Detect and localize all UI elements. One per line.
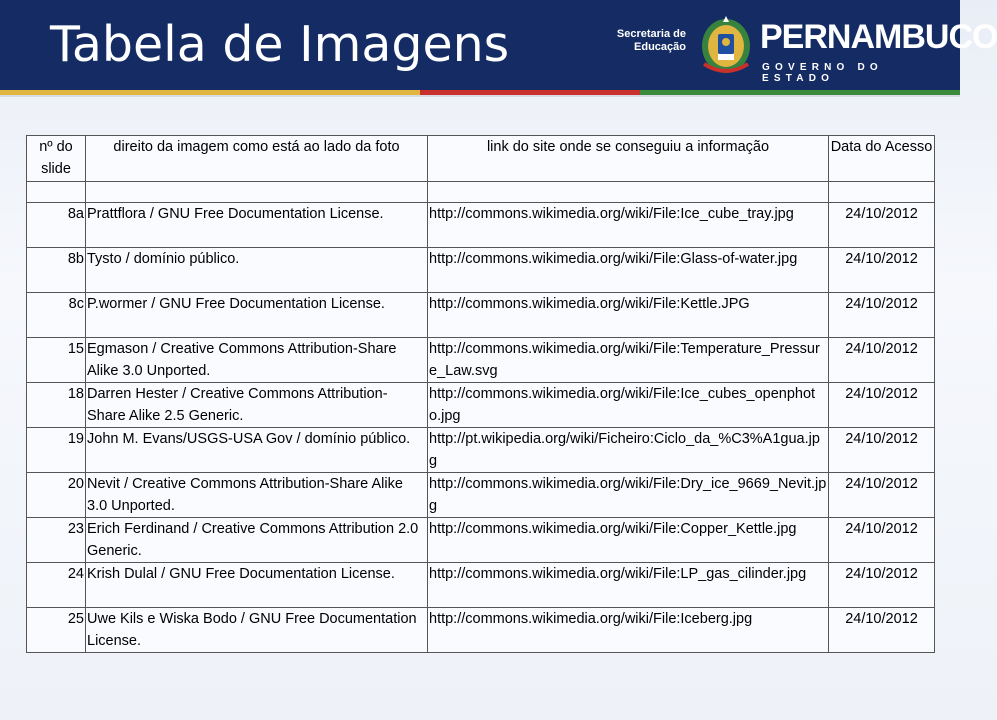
slide-number-cell: 8b: [27, 248, 86, 293]
source-link-cell[interactable]: http://commons.wikimedia.org/wiki/File:Ice_cubes_openphoto.jpg: [428, 383, 829, 428]
image-credit-cell: Nevit / Creative Commons Attribution-Share Alike 3.0 Unported.: [86, 473, 428, 518]
source-link-cell[interactable]: http://commons.wikimedia.org/wiki/File:Copper_Kettle.jpg: [428, 518, 829, 563]
image-credit-cell: Krish Dulal / GNU Free Documentation License.: [86, 563, 428, 608]
access-date-cell: 24/10/2012: [829, 338, 935, 383]
slide-number-cell: 19: [27, 428, 86, 473]
image-credit-cell: Egmason / Creative Commons Attribution-Share Alike 3.0 Unported.: [86, 338, 428, 383]
table-row: [27, 428, 935, 473]
table-row: [27, 563, 935, 608]
slide-header: [0, 0, 997, 90]
slide-title: Tabela de Imagens: [50, 16, 510, 73]
access-date-cell: 24/10/2012: [829, 383, 935, 428]
secretaria-line-1: Secretaria de: [616, 28, 686, 40]
table-row: [27, 473, 935, 518]
slide-number-cell: 15: [27, 338, 86, 383]
slide-number-cell: 24: [27, 563, 86, 608]
slide-number-cell: 8a: [27, 203, 86, 248]
empty-cell: [86, 182, 428, 203]
slide-number-cell: 18: [27, 383, 86, 428]
image-credit-cell: Uwe Kils e Wiska Bodo / GNU Free Documentation License.: [86, 608, 428, 653]
slide-number-cell: 20: [27, 473, 86, 518]
access-date-cell: 24/10/2012: [829, 563, 935, 608]
stripe-divider: [0, 95, 960, 97]
table-row: [27, 518, 935, 563]
access-date-cell: 24/10/2012: [829, 608, 935, 653]
table-row: [27, 203, 935, 248]
image-credit-cell: John M. Evans/USGS-USA Gov / domínio público.: [86, 428, 428, 473]
image-credits-table: [26, 135, 935, 653]
table-row: [27, 383, 935, 428]
image-credit-cell: Darren Hester / Creative Commons Attribution-Share Alike 2.5 Generic.: [86, 383, 428, 428]
table-row: [27, 248, 935, 293]
table-row: [27, 293, 935, 338]
image-credit-cell: P.wormer / GNU Free Documentation License.: [86, 293, 428, 338]
state-subtitle: GOVERNO DO ESTADO: [762, 62, 883, 84]
state-name: PERNAMBUCO: [760, 18, 997, 56]
table-row: [27, 608, 935, 653]
source-link-cell[interactable]: http://commons.wikimedia.org/wiki/File:Ice_cube_tray.jpg: [428, 203, 829, 248]
access-date-cell: 24/10/2012: [829, 203, 935, 248]
slide-number-cell: 25: [27, 608, 86, 653]
access-date-cell: 24/10/2012: [829, 248, 935, 293]
table-row: [27, 338, 935, 383]
image-credit-cell: Erich Ferdinand / Creative Commons Attribution 2.0 Generic.: [86, 518, 428, 563]
empty-cell: [27, 182, 86, 203]
source-link-cell[interactable]: http://commons.wikimedia.org/wiki/File:Kettle.JPG: [428, 293, 829, 338]
table-empty-row: [27, 182, 935, 203]
source-link-cell[interactable]: http://commons.wikimedia.org/wiki/File:Temperature_Pressure_Law.svg: [428, 338, 829, 383]
secretaria-label: [608, 28, 686, 54]
header-slide: nº do slide: [27, 136, 86, 182]
slide-number-cell: 8c: [27, 293, 86, 338]
access-date-cell: 24/10/2012: [829, 293, 935, 338]
table-header-row: [27, 136, 935, 182]
source-link-cell[interactable]: http://commons.wikimedia.org/wiki/File:Iceberg.jpg: [428, 608, 829, 653]
access-date-cell: 24/10/2012: [829, 428, 935, 473]
source-link-cell[interactable]: http://commons.wikimedia.org/wiki/File:Glass-of-water.jpg: [428, 248, 829, 293]
access-date-cell: 24/10/2012: [829, 473, 935, 518]
source-link-cell[interactable]: http://pt.wikipedia.org/wiki/Ficheiro:Ciclo_da_%C3%A1gua.jpg: [428, 428, 829, 473]
source-link-cell[interactable]: http://commons.wikimedia.org/wiki/File:LP_gas_cilinder.jpg: [428, 563, 829, 608]
image-credit-cell: Prattflora / GNU Free Documentation License.: [86, 203, 428, 248]
secretaria-line-2: Educação: [634, 41, 686, 53]
header-link: link do site onde se conseguiu a informação: [428, 136, 829, 182]
coat-of-arms-icon: [698, 12, 754, 78]
header-credit: direito da imagem como está ao lado da foto: [86, 136, 428, 182]
empty-cell: [428, 182, 829, 203]
empty-cell: [829, 182, 935, 203]
header-date: Data do Acesso: [829, 136, 935, 182]
source-link-cell[interactable]: http://commons.wikimedia.org/wiki/File:Dry_ice_9669_Nevit.jpg: [428, 473, 829, 518]
slide-number-cell: 23: [27, 518, 86, 563]
access-date-cell: 24/10/2012: [829, 518, 935, 563]
image-credit-cell: Tysto / domínio público.: [86, 248, 428, 293]
